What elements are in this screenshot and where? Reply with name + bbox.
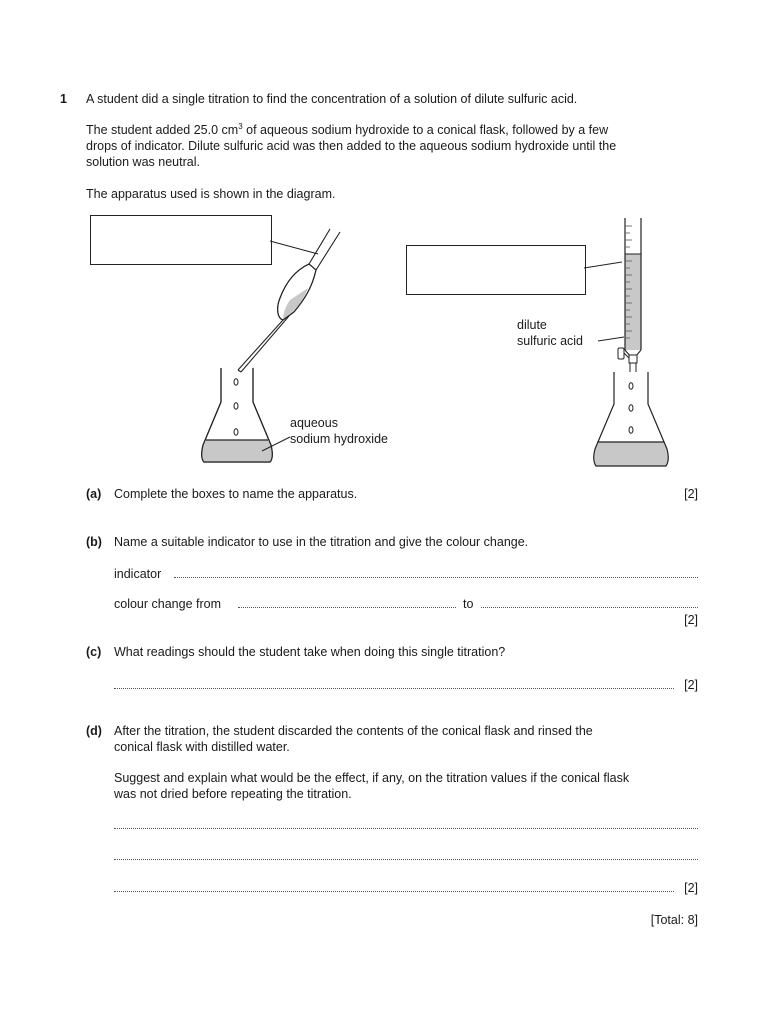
part-d-answer-line-1[interactable] xyxy=(114,828,698,829)
part-d-paragraph-2 xyxy=(114,770,698,802)
colour-to-answer-line[interactable] xyxy=(481,607,698,608)
part-c-marks: [2] xyxy=(684,678,698,692)
titration-diagram xyxy=(0,0,768,480)
part-d-text-line2: conical flask with distilled water. xyxy=(114,740,290,754)
total-marks: [Total: 8] xyxy=(650,913,698,927)
question-number: 1 xyxy=(60,92,67,106)
part-c-letter: (c) xyxy=(86,645,102,659)
leader-line-pipette xyxy=(270,241,318,254)
para1-line2: drops of indicator. Dilute sulfuric acid was then added to the aqueous sodium hydroxide until the xyxy=(86,139,617,153)
part-d-answer-line-2[interactable] xyxy=(114,859,698,860)
naoh-label xyxy=(290,415,388,447)
naoh-label-line2: sodium hydroxide xyxy=(290,432,388,446)
burette-drops xyxy=(629,383,633,433)
part-c-answer-line[interactable] xyxy=(114,688,674,689)
part-b-marks: [2] xyxy=(684,613,698,627)
indicator-answer-line[interactable] xyxy=(174,577,698,578)
leader-line-burette xyxy=(584,262,622,268)
para1-line3: solution was neutral. xyxy=(86,155,200,169)
part-a-text: Complete the boxes to name the apparatus. xyxy=(114,487,358,501)
acid-label-line1: dilute xyxy=(517,318,547,332)
part-d-letter: (d) xyxy=(86,724,102,738)
colour-from-answer-line[interactable] xyxy=(238,607,456,608)
para1-line1-sup: 3 xyxy=(238,121,243,131)
part-c-text: What readings should the student take when doing this single titration? xyxy=(114,645,506,659)
acid-label-line2: sulfuric acid xyxy=(517,334,583,348)
para1-line1-pre: The student added 25.0 cm xyxy=(86,123,239,137)
acid-label xyxy=(517,317,583,349)
part-d-paragraph-1 xyxy=(114,723,698,755)
question-intro: A student did a single titration to find the concentration of a solution of dilute sulfuric acid. xyxy=(86,92,578,106)
part-a-letter: (a) xyxy=(86,487,102,501)
part-d-answer-line-3[interactable] xyxy=(114,891,674,892)
part-d-marks: [2] xyxy=(684,881,698,895)
part-d-text-line4: was not dried before repeating the titration. xyxy=(114,787,352,801)
burette xyxy=(618,218,641,372)
indicator-label: indicator xyxy=(114,567,162,581)
part-b-letter: (b) xyxy=(86,535,102,549)
naoh-label-line1: aqueous xyxy=(290,416,338,430)
pipette-drops xyxy=(234,379,238,435)
para1-line1-post: of aqueous sodium hydroxide to a conical flask, followed by a few xyxy=(242,123,609,137)
leader-line-acid xyxy=(598,337,624,341)
pipette xyxy=(238,229,340,372)
colour-from-label: colour change from xyxy=(114,597,222,611)
question-paragraph-2: The apparatus used is shown in the diagram. xyxy=(86,187,336,201)
part-d-text-line3: Suggest and explain what would be the effect, if any, on the titration values if the conical flask xyxy=(114,771,630,785)
colour-to-label: to xyxy=(463,597,474,611)
part-a-marks: [2] xyxy=(684,487,698,501)
part-b-text: Name a suitable indicator to use in the titration and give the colour change. xyxy=(114,535,529,549)
part-d-text-line1: After the titration, the student discarded the contents of the conical flask and rinsed the xyxy=(114,724,593,738)
